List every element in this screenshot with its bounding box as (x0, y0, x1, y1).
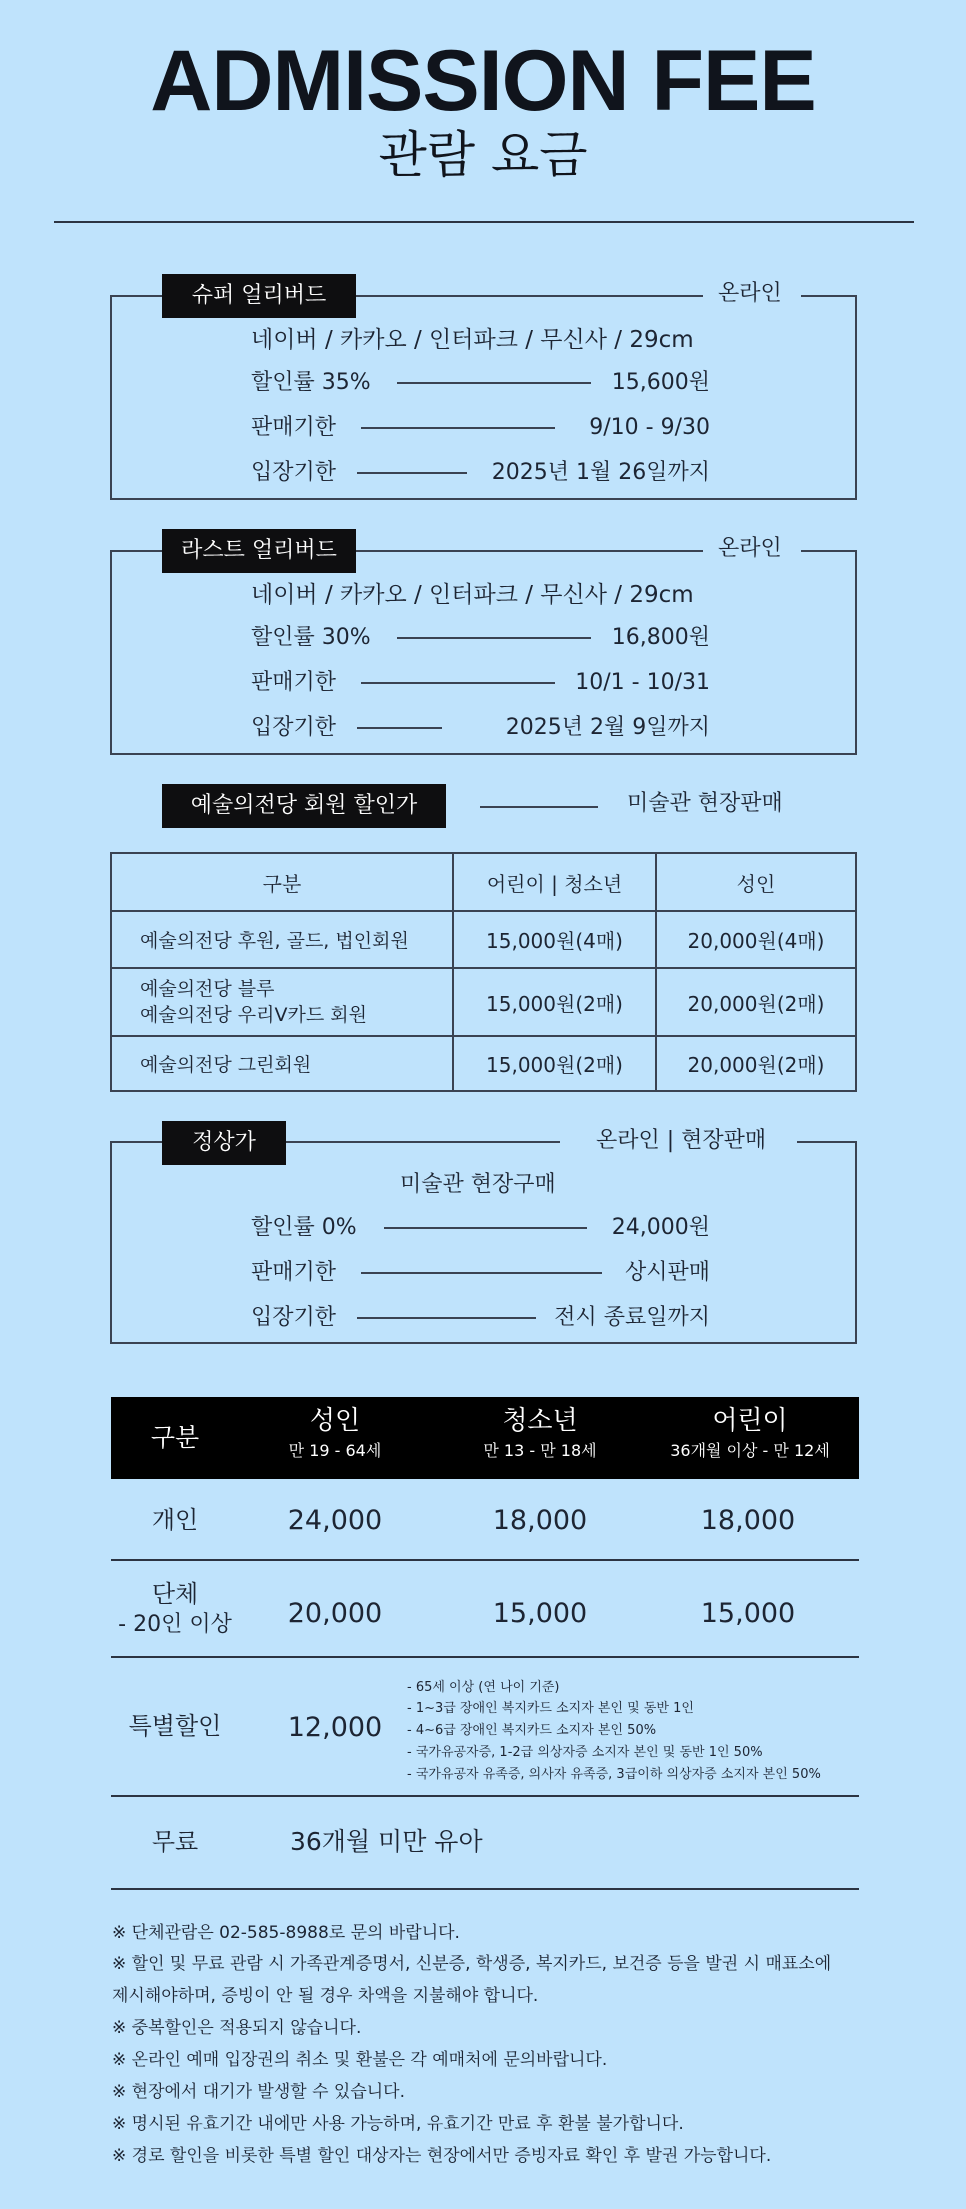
member-row-adult-price: 20,000원(2매) (656, 1036, 856, 1091)
last-early-entry-deadline: 2025년 2월 9일까지 (505, 715, 710, 740)
member-channel: 미술관 현장판매 (627, 791, 783, 816)
header-teen: 청소년 (502, 1406, 578, 1436)
row-individual-child: 18,000 (700, 1505, 796, 1536)
regular-sale-period: 상시판매 (624, 1260, 710, 1285)
member-row-youth-price: 15,000원(2매) (453, 968, 656, 1036)
regular-channel: 온라인 | 현장판매 (596, 1128, 767, 1153)
super-early-vendors: 네이버 / 카카오 / 인터파크 / 무신사 / 29cm (251, 327, 694, 353)
row-free-label: 무료 (151, 1828, 199, 1856)
note-item: ※ 단체관람은 02-585-8988로 문의 바랍니다. (112, 1923, 460, 1943)
last-early-sale-period: 10/1 - 10/31 (575, 670, 710, 695)
note-item: ※ 현장에서 대기가 발생할 수 있습니다. (112, 2082, 405, 2102)
page-title: ADMISSION FEE (150, 33, 816, 129)
last-early-vendors: 네이버 / 카카오 / 인터파크 / 무신사 / 29cm (251, 582, 694, 608)
super-early-channel: 온라인 (718, 281, 782, 306)
regular-tag: 정상가 (162, 1121, 286, 1165)
last-early-channel: 온라인 (718, 536, 782, 561)
note-item: ※ 경로 할인을 비롯한 특별 할인 대상자는 현장에서만 증빙자료 확인 후 발권 가능합니다. (112, 2146, 772, 2166)
row-group-label-2: - 20인 이상 (118, 1612, 232, 1637)
table-row (111, 911, 856, 968)
regular-discount-label: 할인률 0% (251, 1215, 357, 1240)
note-item: ※ 할인 및 무료 관람 시 가족관계증명서, 신분증, 학생증, 복지카드, 보건증 등을 발권 시 매표소에 (112, 1954, 832, 1974)
super-early-entry-label: 입장기한 (251, 460, 337, 485)
super-early-entry-deadline: 2025년 1월 26일까지 (491, 460, 710, 485)
note-item: 제시해야하며, 증빙이 안 될 경우 차액을 지불해야 합니다. (112, 1986, 539, 2006)
member-header-adult: 성인 (656, 853, 856, 911)
last-early-discount-label: 할인률 30% (251, 625, 371, 650)
last-early-entry-label: 입장기한 (251, 715, 337, 740)
row-individual-teen: 18,000 (492, 1505, 588, 1536)
row-group-child: 15,000 (700, 1598, 796, 1629)
row-group-teen: 15,000 (492, 1598, 588, 1629)
super-early-price: 15,600원 (611, 370, 710, 395)
member-header-youth: 어린이 | 청소년 (453, 853, 656, 911)
regular-sub: 미술관 현장구매 (400, 1172, 556, 1197)
special-condition-item: - 4~6급 장애인 복지카드 소지자 본인 50% (407, 1723, 657, 1738)
page-subtitle: 관람 요금 (378, 126, 588, 184)
row-group-label: 단체 (151, 1580, 199, 1608)
header-divider (54, 221, 914, 223)
note-item: ※ 명시된 유효기간 내에만 사용 가능하며, 유효기간 만료 후 환불 불가합니다. (112, 2114, 684, 2134)
row-special-price: 12,000 (287, 1712, 383, 1743)
header-adult: 성인 (309, 1406, 361, 1436)
member-row-youth-price: 15,000원(4매) (453, 911, 656, 968)
special-condition-item: - 국가유공자 유족증, 의사자 유족증, 3급이하 의상자증 소지자 본인 50% (407, 1767, 821, 1782)
row-individual-label: 개인 (151, 1506, 199, 1534)
member-tag: 예술의전당 회원 할인가 (162, 784, 446, 828)
member-row-youth-price: 15,000원(2매) (453, 1036, 656, 1091)
row-individual-adult: 24,000 (287, 1505, 383, 1536)
note-item: ※ 중복할인은 적용되지 않습니다. (112, 2018, 362, 2038)
member-row-adult-price: 20,000원(2매) (656, 968, 856, 1036)
header-child-age: 36개월 이상 - 만 12세 (670, 1441, 830, 1460)
super-early-sale-period: 9/10 - 9/30 (589, 415, 710, 440)
member-row-label-2: 예술의전당 우리V카드 회원 (140, 1004, 367, 1026)
regular-entry-label: 입장기한 (251, 1305, 337, 1330)
note-item: ※ 온라인 예매 입장권의 취소 및 환불은 각 예매처에 문의바랍니다. (112, 2050, 608, 2070)
member-table (110, 852, 857, 1092)
special-condition-item: - 1~3급 장애인 복지카드 소지자 본인 및 동반 1인 (407, 1701, 694, 1716)
member-row-label: 예술의전당 그린회원 (111, 1036, 453, 1091)
regular-price: 24,000원 (611, 1215, 710, 1240)
header-adult-age: 만 19 - 64세 (288, 1441, 382, 1460)
regular-entry-deadline: 전시 종료일까지 (554, 1305, 710, 1330)
super-early-sale-label: 판매기한 (251, 415, 337, 440)
header-category: 구분 (150, 1423, 200, 1452)
member-row-adult-price: 20,000원(4매) (656, 911, 856, 968)
row-group-adult: 20,000 (287, 1598, 383, 1629)
last-early-tag: 라스트 얼리버드 (162, 529, 356, 573)
header-child: 어린이 (712, 1406, 788, 1436)
regular-sale-label: 판매기한 (251, 1260, 337, 1285)
table-row (111, 968, 856, 1036)
last-early-sale-label: 판매기한 (251, 670, 337, 695)
special-condition-item: - 국가유공자증, 1-2급 의상자증 소지자 본인 및 동반 1인 50% (407, 1745, 763, 1760)
member-header-category: 구분 (111, 853, 453, 911)
row-special-label: 특별할인 (128, 1712, 222, 1740)
super-early-tag: 슈퍼 얼리버드 (162, 274, 356, 318)
member-row-label: 예술의전당 블루 (140, 978, 275, 1000)
super-early-discount-label: 할인률 35% (251, 370, 371, 395)
special-condition-item: - 65세 이상 (연 나이 기준) (407, 1680, 560, 1695)
row-free-desc: 36개월 미만 유아 (290, 1827, 483, 1856)
table-row (111, 1036, 856, 1091)
member-row-label: 예술의전당 후원, 골드, 법인회원 (111, 911, 453, 968)
header-teen-age: 만 13 - 만 18세 (483, 1441, 597, 1460)
last-early-price: 16,800원 (611, 625, 710, 650)
